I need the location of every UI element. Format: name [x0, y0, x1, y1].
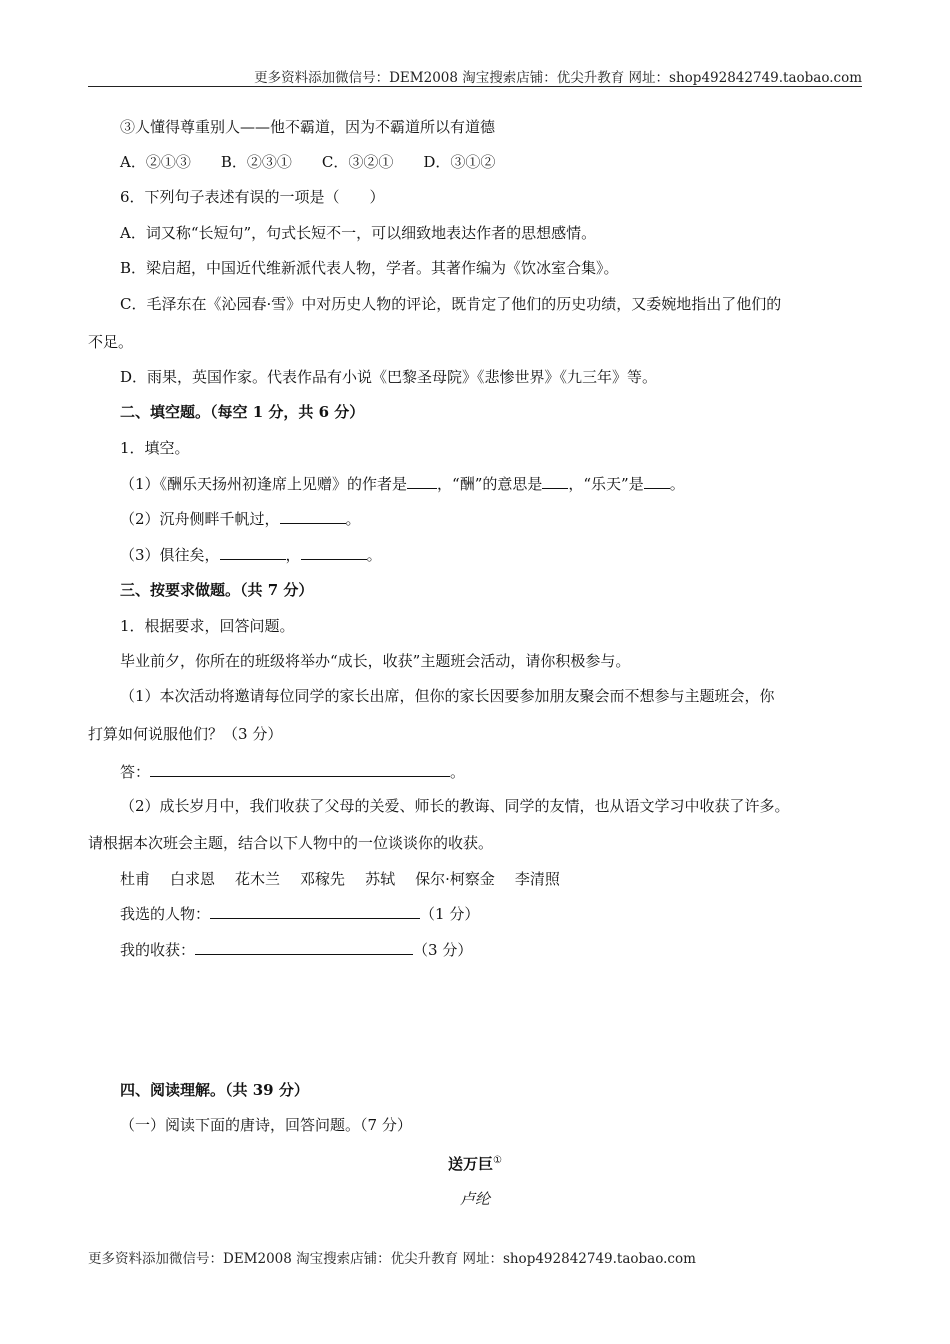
header-rule — [88, 86, 862, 87]
choose-person-line — [120, 904, 479, 924]
answer-label: 答： — [120, 763, 151, 781]
fill-text: 。 — [366, 546, 382, 564]
q5-option-a: A．②①③ — [120, 153, 191, 171]
q5-option-b: B．②③① — [220, 153, 292, 171]
q6-stem: 6．下列句子表述有误的一项是（ ） — [120, 188, 385, 206]
page-header: 更多资料添加微信号：DEM2008 淘宝搜索店铺：优尖升教育 网址：shop492842749.taobao.com — [254, 70, 862, 86]
answer-blank[interactable] — [542, 474, 568, 489]
answer-blank[interactable] — [301, 545, 367, 560]
fill-blank-2 — [120, 509, 361, 529]
section4-part1: （一）阅读下面的唐诗，回答问题。（7 分） — [120, 1116, 412, 1134]
section3-p2-cont: 请根据本次班会主题，结合以下人物中的一位谈谈你的收获。 — [88, 834, 494, 852]
person-item: 邓稼先 — [300, 870, 346, 888]
fill-blank-1 — [120, 474, 685, 494]
q6-option-d: D．雨果，英国作家。代表作品有小说《巴黎圣母院》《悲惨世界》《九三年》等。 — [120, 368, 658, 386]
fill-text: （3）俱往矣， — [120, 546, 220, 564]
score: （1 分） — [420, 905, 480, 923]
section2-q1: 1．填空。 — [120, 439, 190, 457]
fill-text: 。 — [345, 510, 361, 528]
answer-blank[interactable] — [644, 474, 670, 489]
person-item: 花木兰 — [235, 870, 281, 888]
choose-label: 我选的人物： — [120, 905, 211, 923]
footnote-marker: ① — [493, 1155, 502, 1166]
answer-blank[interactable] — [407, 474, 437, 489]
q5-options — [120, 152, 525, 172]
section3-p1: （1）本次活动将邀请每位同学的家长出席，但你的家长因要参加朋友聚会而不想参与主题班会，你 — [120, 687, 775, 705]
q5-item3: ③人懂得尊重别人——他不霸道，因为不霸道所以有道德 — [120, 118, 496, 136]
answer-blank[interactable] — [150, 762, 450, 777]
answer-blank[interactable] — [195, 940, 413, 955]
person-item: 李清照 — [514, 870, 560, 888]
q6-option-b: B．梁启超，中国近代维新派代表人物，学者。其著作编为《饮冰室合集》。 — [120, 259, 619, 277]
section4-heading: 四、阅读理解。（共 39 分） — [120, 1081, 309, 1099]
section3-q1: 1．根据要求，回答问题。 — [120, 617, 295, 635]
fill-text: ，“酬”的意思是 — [437, 475, 543, 493]
fill-text: ， — [285, 546, 301, 564]
person-item: 苏轼 — [365, 870, 396, 888]
gain-line — [120, 940, 472, 960]
q5-option-c: C．③②① — [321, 153, 394, 171]
section3-p1-cont: 打算如何说服他们？（3 分） — [88, 725, 283, 743]
answer-blank[interactable] — [210, 904, 420, 919]
section2-heading: 二、填空题。（每空 1 分，共 6 分） — [120, 403, 365, 421]
page-footer: 更多资料添加微信号：DEM2008 淘宝搜索店铺：优尖升教育 网址：shop492842749.taobao.com — [88, 1251, 696, 1267]
poem-title — [0, 1153, 950, 1174]
poem-title-text: 送万巨 — [448, 1155, 494, 1173]
person-item: 白求恩 — [170, 870, 216, 888]
person-item: 杜甫 — [120, 870, 151, 888]
person-item: 保尔·柯察金 — [415, 870, 495, 888]
q6-option-c-cont: 不足。 — [88, 333, 134, 351]
answer-end: 。 — [450, 763, 466, 781]
section3-heading: 三、按要求做题。（共 7 分） — [120, 581, 314, 599]
answer-blank[interactable] — [220, 545, 286, 560]
q6-option-c: C．毛泽东在《沁园春·雪》中对历史人物的评论，既肯定了他们的历史功绩，又委婉地指出了他们的 — [120, 295, 782, 313]
q5-option-d: D．③①② — [423, 153, 496, 171]
gain-label: 我的收获： — [120, 941, 196, 959]
people-list — [120, 869, 580, 889]
fill-text: （1）《酬乐天扬州初逢席上见赠》的作者是 — [120, 475, 408, 493]
answer-line — [120, 762, 465, 782]
q6-option-a: A．词又称“长短句”，句式长短不一，可以细致地表达作者的思想感情。 — [120, 224, 597, 242]
fill-text: 。 — [669, 475, 685, 493]
answer-blank[interactable] — [280, 509, 346, 524]
fill-text: ，“乐天”是 — [568, 475, 644, 493]
section3-intro: 毕业前夕，你所在的班级将举办“成长，收获”主题班会活动，请你积极参与。 — [120, 652, 631, 670]
fill-text: （2）沉舟侧畔千帆过， — [120, 510, 280, 528]
section3-p2: （2）成长岁月中，我们收获了父母的关爱、师长的教诲、同学的友情，也从语文学习中收获了许多。 — [120, 797, 790, 815]
fill-blank-3 — [120, 545, 382, 565]
score: （3 分） — [413, 941, 473, 959]
poem-author: 卢纶 — [459, 1190, 490, 1208]
